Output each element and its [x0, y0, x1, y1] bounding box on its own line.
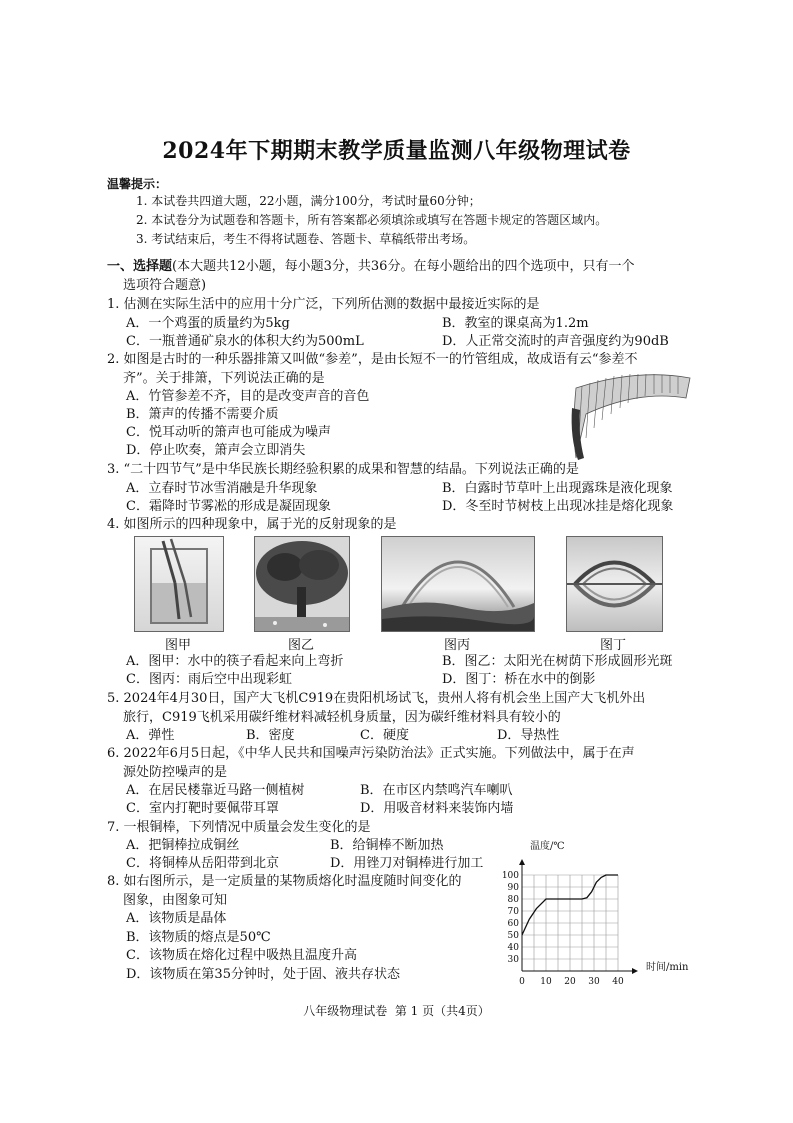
q5-stem-line-2: 旅行，C919飞机采用碳纤维材料减轻机身质量，因为碳纤维材料具有较小的 — [123, 710, 561, 725]
photo-yi — [254, 536, 350, 632]
q3-option-d: D．冬至时节树枝上出现冰挂是熔化现象 — [442, 499, 674, 514]
exam-title: 2024年下期期末教学质量监测八年级物理试卷 — [162, 138, 631, 164]
q7-option-a: A．把铜棒拉成铜丝 — [126, 838, 240, 853]
section-heading-desc-2: 选项符合题意) — [123, 278, 207, 293]
notice-item-1: 1. 本试卷共四道大题，22小题，满分100分，考试时量60分钟； — [136, 194, 481, 208]
q7-stem: 7. 一根铜棒，下列情况中质量会发生变化的是 — [107, 820, 371, 835]
y-tick-label: 30 — [507, 955, 519, 965]
chart-axes — [519, 859, 638, 974]
q2-option-c: C．悦耳动听的箫声也可能成为噪声 — [126, 425, 331, 440]
glass-chopsticks-image — [135, 537, 223, 631]
q2-stem-line-2: 齐”。关于排箫，下列说法正确的是 — [123, 371, 325, 386]
y-axis-arrow — [519, 859, 525, 865]
notice-item-2: 2. 本试卷分为试题卷和答题卡，所有答案都必须填涂或填写在答题卡规定的答题区域内。 — [136, 213, 608, 227]
q8-option-a: A．该物质是晶体 — [126, 911, 227, 926]
q3-option-c: C．霜降时节雾凇的形成是凝固现象 — [126, 499, 331, 514]
q6-option-a: A．在居民楼靠近马路一侧植树 — [126, 783, 305, 798]
q3-option-b: B．白露时节草叶上出现露珠是液化现象 — [442, 481, 673, 496]
q1-stem: 1. 估测在实际生活中的应用十分广泛，下列所估测的数据中最接近实际的是 — [107, 297, 540, 312]
q4-option-c: C．图丙：雨后空中出现彩虹 — [126, 672, 292, 687]
caption-ding: 图丁 — [599, 638, 626, 653]
q4-stem: 4. 如图所示的四种现象中，属于光的反射现象的是 — [107, 517, 397, 532]
y-tick-label: 50 — [507, 931, 519, 941]
rainbow-image — [382, 537, 534, 631]
chart-ticks — [502, 871, 624, 987]
q2-option-a: A．竹管参差不齐，目的是改变声音的音色 — [126, 389, 370, 404]
q6-option-c: C．室内打靶时要佩带耳罩 — [126, 801, 279, 816]
y-tick-label: 90 — [507, 883, 519, 893]
q1-option-c: C．一瓶普通矿泉水的体积大约为500mL — [126, 334, 364, 349]
q3-stem: 3. “二十四节气”是中华民族长期经验积累的成果和智慧的结晶。下列说法正确的是 — [107, 462, 579, 477]
q4-option-a: A．图甲：水中的筷子看起来向上弯折 — [126, 654, 344, 669]
y-tick-label: 80 — [507, 895, 519, 905]
q8-option-c: C．该物质在熔化过程中吸热且温度升高 — [126, 948, 357, 963]
q6-stem-line-2: 源处防控噪声的是 — [123, 765, 228, 780]
q7-option-d: D．用锉刀对铜棒进行加工 — [330, 856, 484, 871]
q6-option-b: B．在市区内禁鸣汽车喇叭 — [360, 783, 513, 798]
y-tick-label: 60 — [507, 919, 519, 929]
panpipe-illustration — [568, 368, 693, 460]
q4-option-d: D．图丁：桥在水中的倒影 — [442, 672, 596, 687]
melting-chart — [498, 835, 698, 990]
q8-stem-line-2: 图象，由图象可知 — [123, 893, 228, 908]
x-tick-label: 0 — [519, 977, 525, 987]
photo-jia — [134, 536, 224, 632]
section-heading-title: 一、选择题 — [107, 259, 173, 274]
q5-option-d: D．导热性 — [497, 728, 560, 743]
q1-option-b: B．教室的课桌高为1.2m — [442, 316, 589, 331]
page-footer: 八年级物理试卷 第 1 页（共4页） — [303, 1004, 490, 1018]
caption-yi: 图乙 — [287, 638, 314, 653]
q7-option-c: C．将铜棒从岳阳带到北京 — [126, 856, 279, 871]
q5-option-b: B．密度 — [246, 728, 295, 743]
notice-item-3: 3. 考试结束后，考生不得将试题卷、答题卡、草稿纸带出考场。 — [136, 232, 476, 246]
q2-stem-line-1: 2. 如图是古时的一种乐器排箫又叫做“参差”，是由长短不一的竹管组成，故成语有云“参差不 — [107, 352, 638, 367]
y-tick-label: 100 — [501, 871, 519, 881]
chart-grid — [522, 875, 618, 971]
section-heading-desc: (本大题共12小题，每小题3分，共36分。在每小题给出的四个选项中，只有一个 — [172, 259, 635, 274]
x-tick-label: 10 — [540, 977, 552, 987]
photo-bing — [381, 536, 535, 632]
q1-option-d: D．人正常交流时的声音强度约为90dB — [442, 334, 669, 349]
x-tick-label: 40 — [612, 977, 624, 987]
q3-option-a: A．立春时节冰雪消融是升华现象 — [126, 481, 318, 496]
y-tick-label: 70 — [507, 907, 519, 917]
chart-x-axis-label: 时间/min — [646, 962, 689, 973]
q8-stem-line-1: 8. 如右图所示，是一定质量的某物质熔化时温度随时间变化的 — [107, 874, 462, 889]
q5-stem-line-1: 5. 2024年4月30日，国产大飞机C919在贵阳机场试飞，贵州人将有机会坐上国产大飞机外出 — [107, 691, 646, 706]
caption-bing: 图丙 — [443, 638, 470, 653]
chart-y-axis-label: 温度/℃ — [530, 841, 565, 852]
q1-option-a: A．一个鸡蛋的质量约为5kg — [126, 316, 290, 331]
q5-option-a: A．弹性 — [126, 728, 175, 743]
x-tick-label: 30 — [588, 977, 600, 987]
q8-option-d: D．该物质在第35分钟时，处于固、液共存状态 — [126, 967, 400, 982]
q2-option-d: D．停止吹奏，箫声会立即消失 — [126, 443, 306, 458]
q7-option-b: B．给铜棒不断加热 — [330, 838, 444, 853]
x-axis-arrow — [632, 968, 638, 974]
q5-option-c: C．硬度 — [360, 728, 409, 743]
notice-heading: 温馨提示： — [107, 177, 168, 191]
photo-ding — [566, 536, 663, 632]
bridge-reflection-image — [567, 537, 662, 631]
q6-stem-line-1: 6. 2022年6月5日起，《中华人民共和国噪声污染防治法》正式实施。下列做法中，属于在声 — [107, 746, 635, 761]
q8-option-b: B．该物质的熔点是50℃ — [126, 930, 271, 945]
y-tick-label: 40 — [507, 943, 519, 953]
q4-option-b: B．图乙：太阳光在树荫下形成圆形光斑 — [442, 654, 673, 669]
tree-shade-image — [255, 537, 349, 631]
x-tick-label: 20 — [564, 977, 576, 987]
caption-jia: 图甲 — [164, 638, 191, 653]
q2-option-b: B．箫声的传播不需要介质 — [126, 407, 279, 422]
q6-option-d: D．用吸音材料来装饰内墙 — [360, 801, 514, 816]
section-heading — [107, 258, 634, 276]
